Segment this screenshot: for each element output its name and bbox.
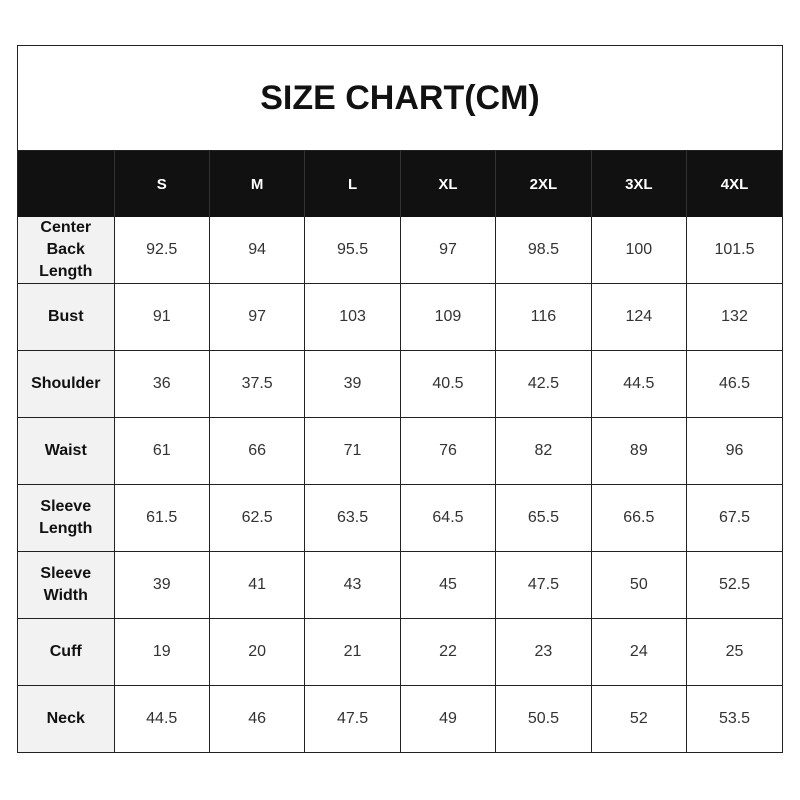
table-cell: 65.5 — [496, 485, 591, 552]
row-label: Sleeve Width — [18, 552, 114, 619]
table-cell: 91 — [114, 284, 209, 351]
table-cell: 76 — [400, 418, 495, 485]
table-cell: 52.5 — [687, 552, 782, 619]
size-header: 4XL — [687, 151, 782, 217]
table-cell: 61 — [114, 418, 209, 485]
table-row — [18, 485, 782, 552]
table-row — [18, 284, 782, 351]
table-cell: 132 — [687, 284, 782, 351]
table-cell: 50.5 — [496, 686, 591, 753]
table-cell: 42.5 — [496, 351, 591, 418]
table-cell: 94 — [209, 217, 304, 284]
table-cell: 47.5 — [305, 686, 400, 753]
table-cell: 41 — [209, 552, 304, 619]
table-cell: 124 — [591, 284, 686, 351]
table-cell: 53.5 — [687, 686, 782, 753]
size-header: S — [114, 151, 209, 217]
table-row — [18, 552, 782, 619]
table-cell: 71 — [305, 418, 400, 485]
table-row — [18, 351, 782, 418]
table-cell: 39 — [114, 552, 209, 619]
table-cell: 44.5 — [114, 686, 209, 753]
table-cell: 103 — [305, 284, 400, 351]
table-cell: 95.5 — [305, 217, 400, 284]
size-header: L — [305, 151, 400, 217]
table-cell: 116 — [496, 284, 591, 351]
table-row — [18, 217, 782, 284]
row-label: Neck — [18, 686, 114, 753]
header-row — [18, 151, 782, 217]
table-cell: 92.5 — [114, 217, 209, 284]
table-cell: 39 — [305, 351, 400, 418]
size-chart — [17, 45, 783, 753]
table-cell: 44.5 — [591, 351, 686, 418]
table-cell: 40.5 — [400, 351, 495, 418]
table-cell: 19 — [114, 619, 209, 686]
table-cell: 47.5 — [496, 552, 591, 619]
table-cell: 23 — [496, 619, 591, 686]
table-cell: 61.5 — [114, 485, 209, 552]
table-cell: 101.5 — [687, 217, 782, 284]
row-label: Cuff — [18, 619, 114, 686]
table-cell: 89 — [591, 418, 686, 485]
table-cell: 45 — [400, 552, 495, 619]
row-label: Sleeve Length — [18, 485, 114, 552]
table-cell: 49 — [400, 686, 495, 753]
table-cell: 62.5 — [209, 485, 304, 552]
size-header: XL — [400, 151, 495, 217]
table-row — [18, 418, 782, 485]
table-cell: 46 — [209, 686, 304, 753]
size-header: 3XL — [591, 151, 686, 217]
table-cell: 100 — [591, 217, 686, 284]
table-cell: 66 — [209, 418, 304, 485]
row-label: Center Back Length — [18, 217, 114, 284]
table-cell: 82 — [496, 418, 591, 485]
size-header: 2XL — [496, 151, 591, 217]
table-cell: 97 — [209, 284, 304, 351]
table-cell: 96 — [687, 418, 782, 485]
table-cell: 50 — [591, 552, 686, 619]
table-cell: 97 — [400, 217, 495, 284]
table-cell: 20 — [209, 619, 304, 686]
table-cell: 22 — [400, 619, 495, 686]
corner-cell — [18, 151, 114, 217]
table-cell: 21 — [305, 619, 400, 686]
table-cell: 37.5 — [209, 351, 304, 418]
table-row — [18, 686, 782, 753]
table-row — [18, 619, 782, 686]
table-cell: 36 — [114, 351, 209, 418]
table-cell: 67.5 — [687, 485, 782, 552]
chart-title: SIZE CHART(CM) — [18, 46, 782, 151]
table-cell: 24 — [591, 619, 686, 686]
table-cell: 63.5 — [305, 485, 400, 552]
table-cell: 109 — [400, 284, 495, 351]
table-cell: 66.5 — [591, 485, 686, 552]
size-header: M — [209, 151, 304, 217]
table-cell: 25 — [687, 619, 782, 686]
size-table — [18, 151, 782, 752]
row-label: Shoulder — [18, 351, 114, 418]
table-cell: 43 — [305, 552, 400, 619]
row-label: Bust — [18, 284, 114, 351]
table-cell: 52 — [591, 686, 686, 753]
table-cell: 46.5 — [687, 351, 782, 418]
table-cell: 98.5 — [496, 217, 591, 284]
table-cell: 64.5 — [400, 485, 495, 552]
row-label: Waist — [18, 418, 114, 485]
